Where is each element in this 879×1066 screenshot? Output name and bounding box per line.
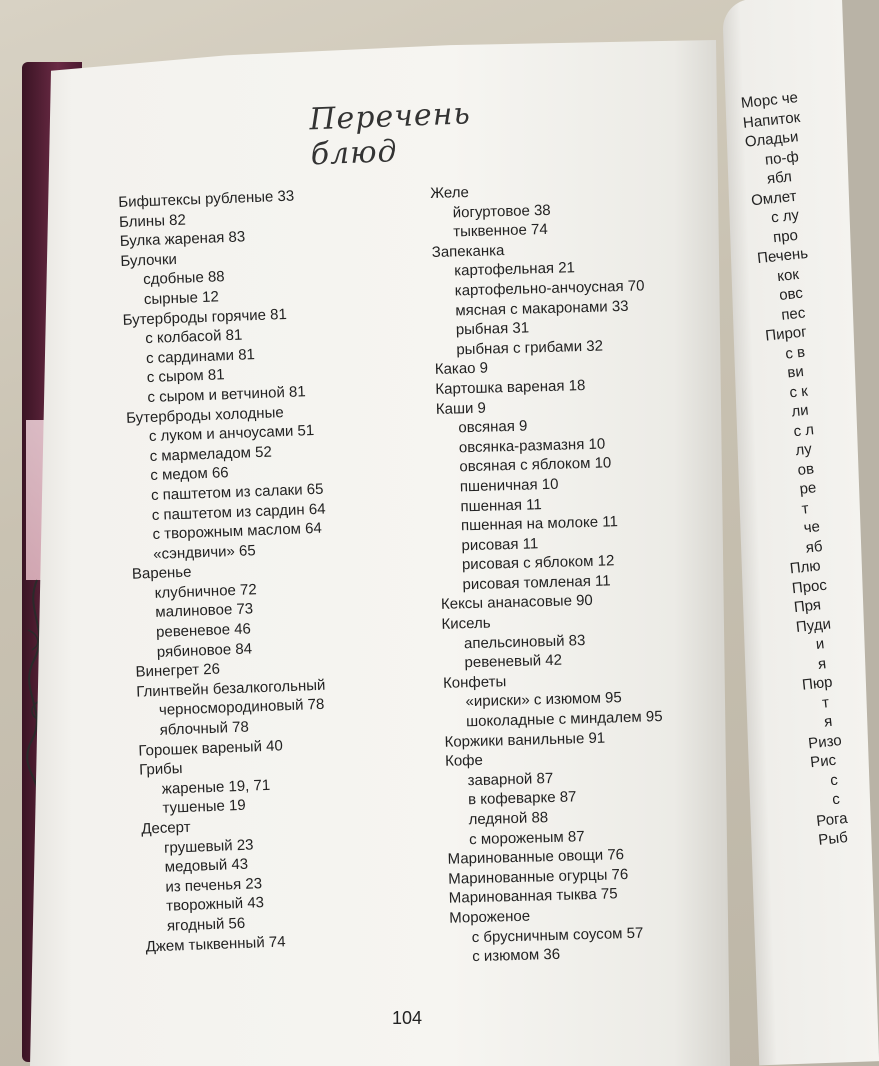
index-subentry: с медом 66 xyxy=(150,464,229,485)
index-subentry: с изюмом 36 xyxy=(472,946,561,966)
index-subentry: пшенная на молоке 11 xyxy=(460,513,619,535)
index-subentry: пшеничная 10 xyxy=(459,475,559,496)
index-subentry: ябл xyxy=(766,168,793,188)
index-subentry: ре xyxy=(798,479,818,498)
index-subentry: тыквенное 74 xyxy=(453,221,548,241)
index-subentry: сдобные 88 xyxy=(142,268,225,289)
index-subentry: про xyxy=(772,226,799,246)
index-subentry: овсянка-размазня 10 xyxy=(458,435,606,457)
index-subentry: черносмородиновый 78 xyxy=(158,696,325,720)
index-entry: Пюр xyxy=(801,673,834,694)
index-entry: Бутерброды горячие 81 xyxy=(122,305,288,329)
index-subentry: заварной 87 xyxy=(467,769,554,790)
page-number: 104 xyxy=(392,1008,423,1028)
index-entry: Пирог xyxy=(764,323,808,345)
index-entry: Картошка вареная 18 xyxy=(435,376,586,398)
index-subentry: ов xyxy=(796,459,815,479)
index-entry: Какао 9 xyxy=(434,359,489,379)
index-entry: Кексы ананасовые 90 xyxy=(440,592,594,614)
index-subentry: т xyxy=(800,499,810,518)
index-entry: Глинтвейн безалкогольный xyxy=(135,676,326,701)
index-subentry: ягодный 56 xyxy=(166,914,246,935)
index-entry: Горошек вареный 40 xyxy=(138,736,284,760)
index-entry: Кисель xyxy=(441,614,491,633)
index-entry: Грибы xyxy=(138,760,183,779)
index-subentry: я xyxy=(817,654,827,673)
index-subentry: ревеневый 42 xyxy=(464,651,563,672)
index-entry: Джем тыквенный 74 xyxy=(145,932,286,956)
index-subentry: рисовая томленая 11 xyxy=(462,572,611,594)
index-entry: Булочки xyxy=(120,250,178,270)
index-entry: Плю xyxy=(789,557,822,578)
index-subentry: апельсиновый 83 xyxy=(463,631,586,652)
index-entry: Варенье xyxy=(131,563,192,584)
index-subentry: в кофеварке 87 xyxy=(467,788,577,809)
index-subentry: творожный 43 xyxy=(165,894,265,916)
index-subentry: картофельная 21 xyxy=(454,259,576,280)
index-subentry: «ириски» с изюмом 95 xyxy=(465,689,622,711)
index-entry: Запеканка xyxy=(431,241,505,261)
index-subentry: йогуртовое 38 xyxy=(452,201,551,222)
index-entry: Бутерброды холодные xyxy=(125,403,284,427)
index-subentry: грушевый 23 xyxy=(163,836,254,857)
page-heading: Перечень блюд xyxy=(308,96,472,173)
index-subentry: че xyxy=(802,518,821,537)
index-entry: Булка жареная 83 xyxy=(119,228,246,251)
index-subentry: с лу xyxy=(770,206,800,227)
index-entry: Рыб xyxy=(817,828,849,849)
index-subentry: с брусничным соусом 57 xyxy=(471,924,644,946)
index-entry: Маринованная тыква 75 xyxy=(448,885,618,908)
index-entry: Конфеты xyxy=(442,673,507,692)
index-subentry: пшенная 11 xyxy=(460,495,542,515)
index-subentry: сырные 12 xyxy=(143,288,220,309)
index-subentry: яблочный 78 xyxy=(159,718,250,739)
index-subentry: шоколадные с миндалем 95 xyxy=(465,708,663,731)
index-subentry: овсяная 9 xyxy=(458,417,528,437)
index-subentry: с сардинами 81 xyxy=(145,345,256,367)
index-subentry: ревеневое 46 xyxy=(155,620,252,641)
index-subentry: кок xyxy=(776,265,800,285)
index-subentry: рыбная с грибами 32 xyxy=(456,337,604,359)
index-entry: Пуди xyxy=(795,614,832,636)
index-subentry: ли xyxy=(790,401,810,421)
index-subentry: я xyxy=(823,712,834,731)
index-subentry: мясная с макаронами 33 xyxy=(455,297,629,319)
index-entry: Кофе xyxy=(444,752,484,771)
index-entry: Ризо xyxy=(807,731,843,752)
index-entry: Прос xyxy=(791,576,828,597)
index-subentry: из печенья 23 xyxy=(165,874,263,896)
index-entry: Маринованные овощи 76 xyxy=(447,846,625,868)
index-subentry: «сэндвичи» 65 xyxy=(152,541,256,563)
index-subentry: пес xyxy=(780,303,807,324)
index-subentry: рыбная 31 xyxy=(455,319,530,339)
index-subentry: с сыром и ветчиной 81 xyxy=(147,383,306,406)
index-entry: Напиток xyxy=(742,108,801,132)
index-subentry: с xyxy=(831,790,841,809)
index-entry: Морс че xyxy=(740,89,799,112)
index-subentry: с мармеладом 52 xyxy=(149,443,273,465)
index-column-left xyxy=(118,186,342,957)
index-subentry: с паштетом из салаки 65 xyxy=(150,480,324,504)
index-subentry: с творожным маслом 64 xyxy=(152,519,323,544)
index-subentry: с луком и анчоусами 51 xyxy=(148,422,315,446)
index-subentry: с сыром 81 xyxy=(146,366,225,387)
index-subentry: с в xyxy=(784,343,806,363)
index-entry: Блины 82 xyxy=(118,211,187,231)
index-subentry: овс xyxy=(778,284,804,304)
index-subentry: т xyxy=(821,693,830,712)
index-subentry: рябиновое 84 xyxy=(156,640,253,661)
index-entry: Оладьи xyxy=(744,128,800,151)
index-subentry: медовый 43 xyxy=(164,855,249,876)
index-subentry: овсяная с яблоком 10 xyxy=(459,454,612,476)
index-entry: Рис xyxy=(809,751,837,772)
index-entry: Желе xyxy=(430,183,470,202)
index-entry: Десерт xyxy=(141,818,191,838)
index-subentry: малиновое 73 xyxy=(155,600,254,622)
index-subentry: яб xyxy=(804,537,824,557)
index-subentry: с л xyxy=(792,420,815,440)
index-subentry: рисовая 11 xyxy=(461,534,539,554)
index-subentry: жареные 19, 71 xyxy=(161,776,271,798)
index-subentry: по-ф xyxy=(764,147,800,169)
index-entry: Пря xyxy=(793,596,822,617)
index-entry: Коржики ванильные 91 xyxy=(444,729,606,751)
index-entry: Винегрет 26 xyxy=(135,660,221,681)
index-subentry: тушеные 19 xyxy=(162,797,247,818)
index-subentry: лу xyxy=(794,440,813,460)
index-subentry: ледяной 88 xyxy=(468,809,549,829)
index-entry: Бифштексы рубленые 33 xyxy=(118,187,295,211)
index-subentry: и xyxy=(815,635,826,654)
index-column-middle xyxy=(430,178,669,967)
index-subentry: клубничное 72 xyxy=(154,581,257,602)
index-subentry: ви xyxy=(786,362,805,382)
index-subentry: с паштетом из сардин 64 xyxy=(151,500,326,524)
index-subentry: с колбасой 81 xyxy=(145,326,243,348)
index-subentry: с xyxy=(829,771,839,789)
index-entry: Маринованные огурцы 76 xyxy=(447,865,629,888)
index-subentry: с мороженым 87 xyxy=(468,827,585,848)
index-entry: Рога xyxy=(815,809,849,830)
index-subentry: с к xyxy=(788,382,809,401)
index-entry: Мороженое xyxy=(449,907,531,927)
index-entry: Печень xyxy=(756,244,809,268)
index-subentry: рисовая с яблоком 12 xyxy=(461,552,615,574)
index-entry: Омлет xyxy=(750,187,798,209)
index-subentry: картофельно-анчоусная 70 xyxy=(454,277,645,300)
index-entry: Каши 9 xyxy=(435,399,487,418)
